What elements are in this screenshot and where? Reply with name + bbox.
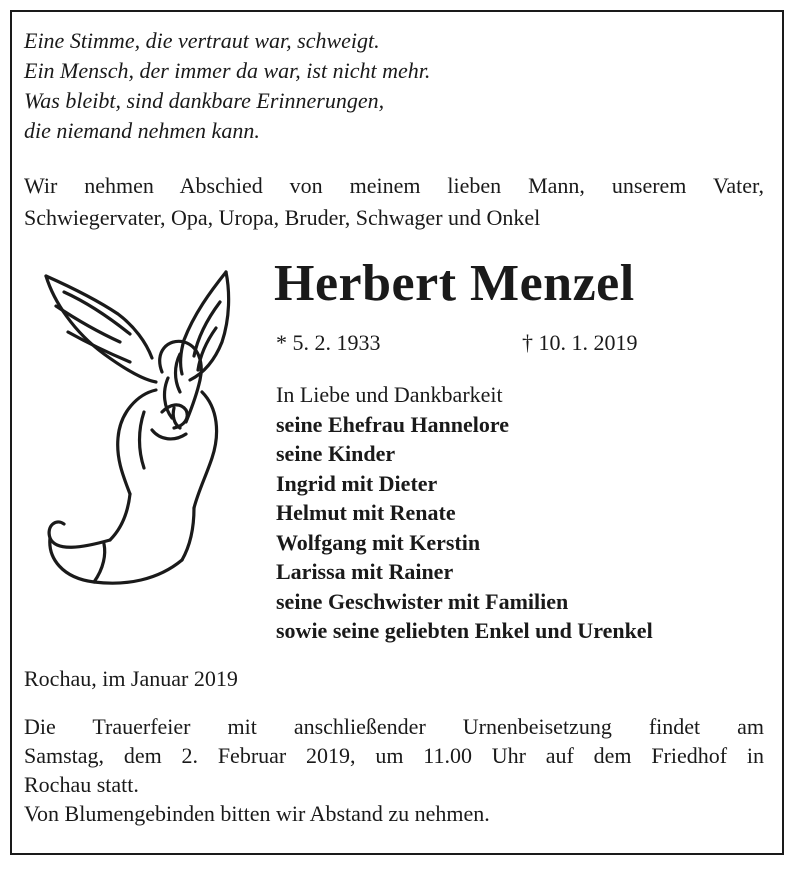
death-date: † 10. 1. 2019 xyxy=(522,330,638,355)
angel-icon xyxy=(34,262,244,592)
poem-line: Was bleibt, sind dankbare Erinnerungen, xyxy=(24,88,385,113)
mourner-line: seine Geschwister mit Familien xyxy=(276,588,569,614)
mourner-line: seine Kinder xyxy=(276,441,396,466)
place-date: Rochau, im Januar 2019 xyxy=(24,666,238,691)
poem xyxy=(24,26,430,146)
poem-line: Eine Stimme, die vertraut war, schweigt. xyxy=(24,28,380,53)
service-line: Die Trauerfeier mit anschließender Urnenbeisetzung findet am xyxy=(24,714,764,739)
poem-line: die niemand nehmen kann. xyxy=(24,118,260,143)
service-line: Rochau statt. xyxy=(24,772,139,797)
service-line: Von Blumengebinden bitten wir Abstand zu nehmen. xyxy=(24,801,490,826)
intro-line: Wir nehmen Abschied von meinem lieben Mann, unserem Vater, xyxy=(24,173,764,198)
service-details xyxy=(24,712,764,828)
birth-date: * 5. 2. 1933 xyxy=(276,330,381,355)
mourner-line: Ingrid mit Dieter xyxy=(276,470,438,496)
mourner-line: Wolfgang mit Kerstin xyxy=(276,529,481,555)
mourner-line: Helmut mit Renate xyxy=(276,500,456,525)
intro-line: Schwiegervater, Opa, Uropa, Bruder, Schwager und Onkel xyxy=(24,205,541,230)
deceased-name: Herbert Menzel xyxy=(274,255,635,312)
mourner-line: Larissa mit Rainer xyxy=(276,559,454,584)
mourners-list xyxy=(276,380,653,646)
mourner-line: sowie seine geliebten Enkel und Urenkel xyxy=(276,618,653,643)
service-line: Samstag, dem 2. Februar 2019, um 11.00 Uhr auf dem Friedhof in xyxy=(24,743,764,768)
mourners-lead: In Liebe und Dankbarkeit xyxy=(276,382,503,407)
farewell-intro xyxy=(24,170,764,234)
mourner-line: seine Ehefrau Hannelore xyxy=(276,411,510,437)
poem-line: Ein Mensch, der immer da war, ist nicht mehr. xyxy=(24,58,431,83)
